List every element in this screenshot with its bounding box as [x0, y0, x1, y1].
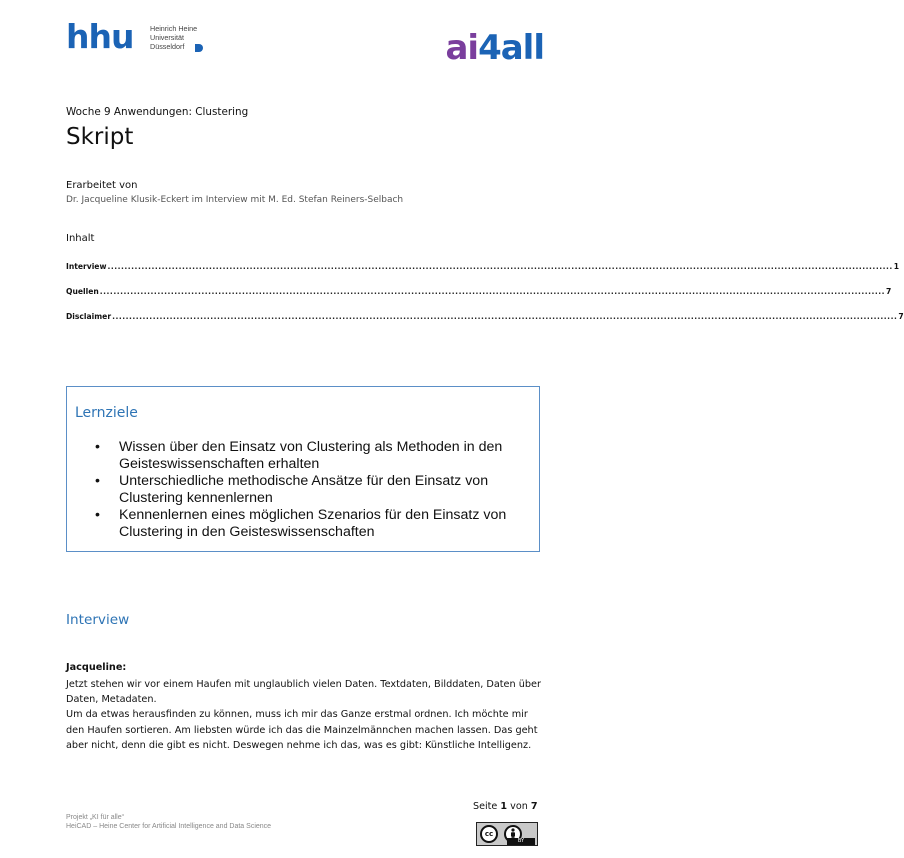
toc-entry-label: Quellen [66, 287, 99, 296]
ai4all-logo [434, 28, 544, 68]
ai4all-logo-ai: ai [445, 28, 479, 68]
learning-goals-title: Lernziele [75, 405, 138, 421]
toc-entry-interview[interactable] [66, 262, 900, 271]
hhu-logo-dot [195, 44, 203, 52]
toc-entry-label: Disclaimer [66, 312, 112, 321]
speaker-name: Jacqueline: [66, 662, 127, 673]
learning-goals-list [95, 439, 525, 541]
interview-body [66, 677, 544, 753]
toc-heading: Inhalt [66, 233, 95, 244]
toc-entry-page: 1 [893, 262, 900, 271]
toc-leader-dots: ........................................................................................................................................................................................................................................ [99, 287, 886, 296]
bullet-icon: • [95, 439, 100, 455]
interview-heading: Interview [66, 612, 130, 628]
hhu-logo-name: Heinrich Heine Universität Düsseldorf [150, 24, 198, 51]
toc-entry-page: 7 [886, 287, 892, 296]
learning-goals-box [66, 386, 540, 552]
ai4all-logo-all: all [500, 28, 544, 68]
learning-goal-item: • Unterschiedliche methodische Ansätze für den Einsatz von Clustering kennenlernen [95, 473, 489, 506]
toc-leader-dots: ........................................................................................................................................................................................................................................ [112, 312, 898, 321]
toc-entry-page: 7 [898, 312, 904, 321]
interview-paragraph: Jetzt stehen wir vor einem Haufen mit unglaublich vielen Daten. Textdaten, Bilddaten, Daten über Daten, Metadaten. [66, 679, 541, 706]
page-title: Skript [66, 124, 134, 150]
creative-commons-icon: cc [480, 825, 498, 843]
license-by-label: BY [507, 838, 535, 845]
cc-by-license-badge[interactable] [476, 822, 538, 846]
week-subtitle: Woche 9 Anwendungen: Clustering [66, 106, 249, 118]
footer-project: Projekt „KI für alle“ [66, 814, 124, 821]
footer-center: HeiCAD – Heine Center for Artificial Intelligence and Data Science [66, 823, 272, 830]
toc-entry-disclaimer[interactable] [66, 312, 904, 321]
toc-entry-quellen[interactable] [66, 287, 892, 296]
authored-label: Erarbeitet von [66, 180, 138, 191]
authors: Dr. Jacqueline Klusik-Eckert im Interview mit M. Ed. Stefan Reiners-Selbach [66, 195, 404, 205]
toc-entry-label: Interview [66, 262, 107, 271]
interview-paragraph: Um da etwas herausfinden zu können, muss ich mir das Ganze erstmal ordnen. Ich möchte mir den Haufen sortieren. Am liebsten würde ich das die Mainzelmännchen machen lassen. Das geht aber nicht, denn die gibt es nicht. Deswegen nehme ich das, was es gibt: Künstliche Intelligenz. [66, 709, 538, 751]
toc-leader-dots: ........................................................................................................................................................................................................................................ [107, 262, 893, 271]
hhu-logo-mark: hhu [66, 17, 134, 56]
learning-goal-item: • Kennenlernen eines möglichen Szenarios für den Einsatz von Clustering in den Geisteswissenschaften [95, 507, 507, 540]
bullet-icon: • [95, 473, 100, 489]
ai4all-logo-4: 4 [478, 28, 501, 68]
learning-goal-item: • Wissen über den Einsatz von Clustering als Methoden in den Geisteswissenschaften erhalten [95, 439, 503, 472]
page-number: Seite 1 von 7 [473, 801, 538, 812]
bullet-icon: • [95, 507, 100, 523]
